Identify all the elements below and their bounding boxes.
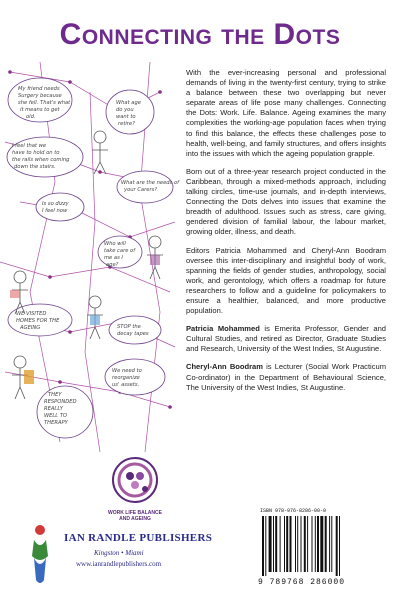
art-text: do you	[116, 107, 134, 113]
logo-caption-line2: AND AGEING	[119, 516, 151, 522]
art-text: Surgery because	[18, 93, 62, 99]
cover-illustration	[0, 62, 180, 452]
art-text: I feel now	[42, 208, 68, 214]
art-text: WELL TO	[44, 413, 68, 419]
art-text: What are the needs of	[121, 180, 179, 186]
book-title: Connecting the Dots	[59, 18, 341, 51]
publisher-url: www.ianrandlepublishers.com	[76, 560, 162, 568]
art-text: My friend needs	[18, 86, 60, 92]
editor-name: Cheryl-Ann Boodram	[186, 362, 263, 372]
art-text: What age	[116, 100, 141, 106]
art-text: your Carers?	[124, 187, 158, 193]
editor-name: Patricia Mohammed	[186, 324, 260, 334]
art-text: STOP the	[117, 324, 141, 330]
back-cover-blurb	[186, 68, 386, 401]
publisher-name: IAN RANDLE PUBLISHERS	[64, 532, 213, 544]
art-text: reorganize	[112, 375, 140, 381]
isbn-text: ISBN 978-976-8286-00-0	[260, 508, 327, 514]
barcode-bars	[258, 516, 382, 576]
art-text: I feel that we	[12, 143, 47, 149]
art-text: WE VISITED	[16, 311, 47, 317]
publisher-logo-icon	[20, 520, 60, 590]
art-text: THEY	[48, 392, 62, 398]
editor-bio	[186, 362, 386, 392]
art-text: the rails when coming	[12, 157, 70, 163]
art-text: Who will	[104, 241, 126, 247]
art-text: us' assets.	[112, 382, 140, 388]
project-logo	[75, 455, 195, 522]
editor-bio	[186, 324, 386, 354]
art-text: HOMES FOR THE	[16, 318, 60, 324]
art-text: want to	[116, 114, 136, 120]
art-text: she fell. That's what	[18, 100, 71, 106]
art-text: it means to get	[20, 107, 60, 113]
art-text: REALLY	[44, 406, 63, 412]
art-text: Is so dizzy	[42, 201, 69, 207]
art-text: decay tapes	[117, 331, 149, 337]
barcode	[256, 506, 384, 590]
art-text: old.	[26, 114, 36, 120]
blurb-paragraph: Editors Patricia Mohammed and Cheryl-Ann Boodram oversee this inter-disciplinary and insightful body of work, spanning the fields of gender studies, anthropology, social work, and gerontology, which offers a roadmap for future researchers to follow and a guideline for policymakers to ensure a healthier, balanced, and more productive population.	[186, 245, 386, 316]
art-text: RESPONDED	[44, 399, 77, 405]
art-text: We need to	[112, 368, 142, 374]
art-text: me as I	[104, 255, 123, 261]
art-text: take care of	[104, 248, 136, 254]
art-text: down the stairs.	[14, 164, 56, 170]
editor-bio-text: is Emerita Professor, Gender and Cultural Studies, and retired as Director, Graduate Studies and Research, University of the West Indies, St Augustine.	[186, 324, 386, 354]
editor-bio-text: is Lecturer (Social Work Practicum Co-ordinator) in the Department of Behavioural Science, The University of the West Indies, St Augustine.	[186, 362, 386, 392]
logo-caption-line1: WORK LIFE BALANCE	[108, 510, 162, 516]
blurb-paragraph: With the ever-increasing personal and professional demands of living in the twenty-first century, trying to strike a balance between these two overlapping but never separate areas of life pose many challenges. Connecting the Dots: Work. Life. Balance. Ageing examines the many complexities the working-age population faces when trying to find this balance, the effects these challenges pose to health, well-being, and family structures, and offers insights into the issues with which the ageing population grapple.	[186, 68, 386, 158]
art-text: age?	[106, 262, 119, 268]
art-text: retire?	[118, 121, 135, 127]
barcode-number: 9 789768 286000	[258, 578, 346, 587]
art-text: have to hold on to	[12, 150, 60, 156]
art-text: AGEING	[20, 325, 41, 331]
publisher-location: Kingston • Miami	[94, 549, 144, 557]
project-logo-icon	[110, 455, 160, 505]
art-text: THERAPY	[44, 420, 68, 426]
blurb-paragraph: Born out of a three-year research project conducted in the Caribbean, through a mixed-methods approach, including talking circles, time-use journals, and in-depth interviews, Connecting the Dots delves into issues that examine the breadth of adulthood. Issues such as stress, care giving, gendered division of familial labour, the labour market, growing older, illness, and death.	[186, 166, 386, 237]
